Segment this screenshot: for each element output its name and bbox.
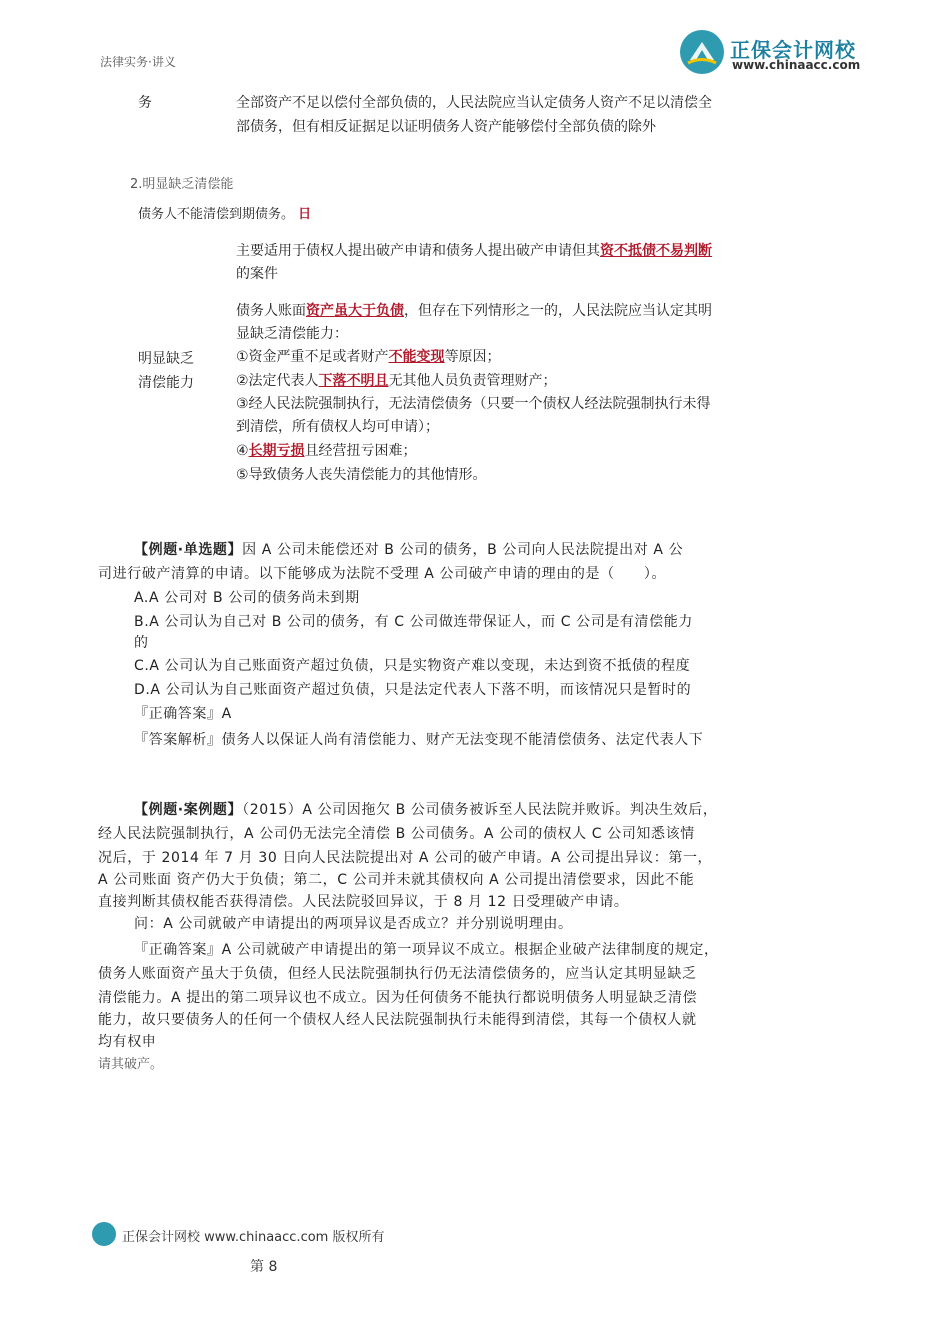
logo-title: 正保会计网校 (730, 38, 856, 62)
example1-answer: 『正确答案』A (134, 706, 232, 722)
example2-question: 问：A 公司就破产申请提出的两项异议是否成立？并分别说明理由。 (134, 916, 573, 932)
page-number-cut: 第 8 (250, 1259, 278, 1275)
example2-line5: 直接判断其债权能否获得清偿。人民法院驳回异议，于 8 月 12 日受理破产申请。 (98, 894, 629, 910)
intro-line: 债务人不能清偿到期债务。 日 (138, 207, 312, 222)
table-row-line1: 全部资产不足以偿付全部负债的，人民法院应当认定债务人资产不足以清偿全 (236, 95, 712, 111)
example1-option-b: B.A 公司认为自己对 B 公司的债务，有 C 公司做连带保证人，而 C 公司是有清偿能力 (134, 614, 693, 630)
table-row-line2: 部债务，但有相反证据足以证明债务人资产能够偿付全部负债的除外 (236, 119, 656, 135)
header-cut-text: 法律实务·讲义 (100, 55, 176, 69)
example2-answer-line3: 清偿能力。A 提出的第二项异议也不成立。因为任何债务不能执行都说明债务人明显缺乏清偿 (98, 990, 698, 1006)
example1-line1: 【例题·单选题】因 A 公司未能偿还对 B 公司的债务，B 公司向人民法院提出对 A 公 (134, 542, 684, 558)
condition-line2: 显缺乏清偿能力： (236, 326, 348, 342)
example1-line2: 司进行破产清算的申请。以下能够成为法院不受理 A 公司破产申请的理由的是（ ）。 (98, 566, 667, 582)
example2-line4: A 公司账面 资产仍大于负债；第二，C 公司并未就其债权向 A 公司提出清偿要求，因此不能 (98, 872, 695, 888)
example1-option-d: D.A 公司认为自己账面资产超过负债，只是法定代表人下落不明，而该情况只是暂时的 (134, 682, 692, 698)
condition-item-5: ⑤导致债务人丧失清偿能力的其他情形。 (236, 467, 487, 483)
example1-option-a: A.A 公司对 B 公司的债务尚未到期 (134, 590, 360, 606)
table-left-label: 务 (138, 95, 152, 111)
example2-line1: 【例题·案例题】（2015）A 公司因拖欠 B 公司债务被诉至人民法院并败诉。判决生效后， (134, 802, 718, 818)
logo-icon (680, 30, 724, 74)
example2-line2: 经人民法院强制执行，A 公司仍无法完全清偿 B 公司债务。A 公司的债权人 C 公司知悉该情 (98, 826, 695, 842)
applies-line: 主要适用于债权人提出破产申请和债务人提出破产申请但其资不抵债不易判断 (236, 243, 712, 259)
logo-url: www.chinaacc.com (732, 58, 861, 72)
example1-analysis: 『答案解析』债务人以保证人尚有清偿能力、财产无法变现不能清偿债务、法定代表人下 (134, 732, 704, 748)
row-label-line2: 清偿能力 (138, 375, 194, 391)
condition-item-3-line2: 到清偿，所有债权人均可申请）； (236, 419, 439, 435)
row-label-line1: 明显缺乏 (138, 351, 194, 367)
example2-answer-line1: 『正确答案』A 公司就破产申请提出的第一项异议不成立。根据企业破产法律制度的规定， (134, 942, 719, 958)
example2-line3: 况后，于 2014 年 7 月 30 日向人民法院提出对 A 公司的破产申请。A 公司提出异议：第一， (98, 850, 713, 866)
section-heading-cut: 2.明显缺乏清偿能 (130, 177, 234, 192)
applies-line2: 的案件 (236, 266, 278, 282)
condition-line1: 债务人账面资产虽大于负债，但存在下列情形之一的，人民法院应当认定其明 (236, 303, 712, 319)
condition-item-2: ②法定代表人下落不明且无其他人员负责管理财产； (236, 373, 557, 389)
footer-logo-icon (92, 1222, 116, 1246)
example2-answer-line4: 能力，故只要债务人的任何一个债权人经人民法院强制执行未能得到清偿，其每一个债权人就 (98, 1012, 697, 1028)
example2-answer-line5: 均有权申 (98, 1034, 157, 1050)
condition-item-3-line1: ③经人民法院强制执行，无法清偿债务（只要一个债权人经法院强制执行未得 (236, 396, 711, 412)
example2-answer-cut: 请其破产。 (98, 1057, 164, 1072)
condition-item-4: ④长期亏损且经营扭亏困难； (236, 443, 417, 459)
example2-answer-line2: 债务人账面资产虽大于负债，但经人民法院强制执行仍无法清偿债务的，应当认定其明显缺乏 (98, 966, 697, 982)
footer-copyright: 正保会计网校 www.chinaacc.com 版权所有 (122, 1230, 385, 1245)
example1-option-b-cont: 的 (134, 635, 149, 651)
condition-item-1: ①资金严重不足或者财产不能变现等原因； (236, 349, 501, 365)
example1-option-c: C.A 公司认为自己账面资产超过负债，只是实物资产难以变现，未达到资不抵债的程度 (134, 658, 691, 674)
